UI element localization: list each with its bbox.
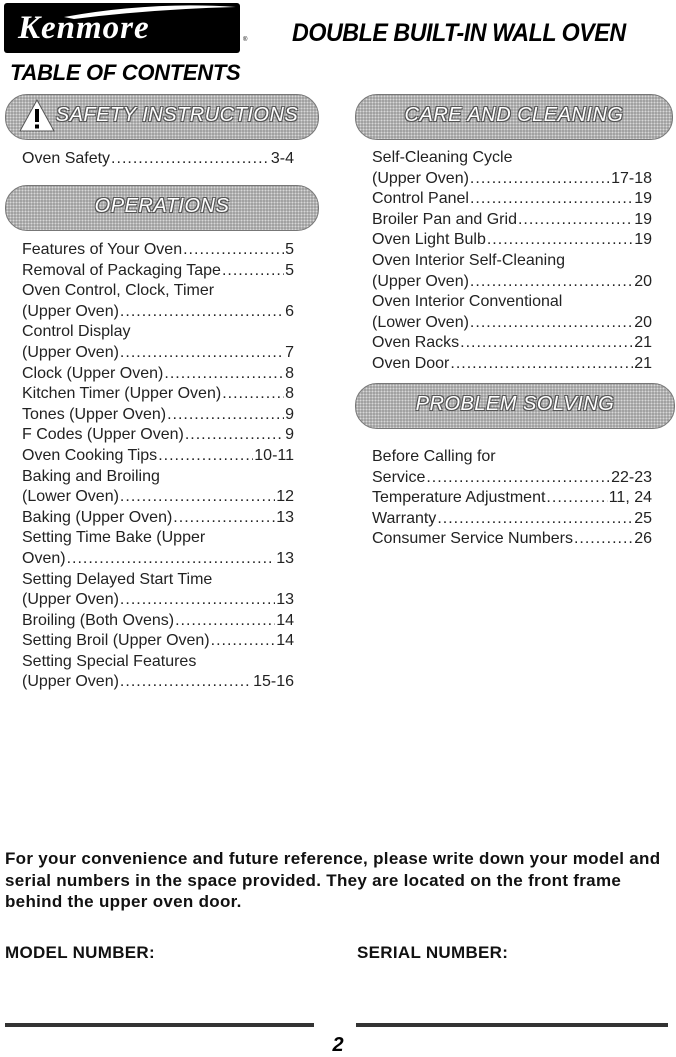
toc-entry-label: (Upper Oven): [22, 302, 119, 320]
toc-entry-label: Oven): [22, 549, 66, 567]
toc-leader-dots: [120, 343, 284, 364]
toc-heading: TABLE OF CONTENTS: [10, 60, 241, 85]
section-header-problem: [355, 383, 675, 429]
toc-leader-dots: [470, 189, 633, 210]
toc-entry: [372, 251, 652, 272]
toc-entry: [22, 384, 294, 405]
toc-entry-page: 20: [634, 313, 652, 331]
toc-entry-label: Oven Interior Conventional: [372, 293, 563, 311]
section-title-care: CARE AND CLEANING: [404, 104, 624, 126]
toc-entry-label: Oven Light Bulb: [372, 231, 486, 249]
toc-leader-dots: [167, 405, 284, 426]
trademark-mark: ®: [243, 37, 248, 43]
toc-entry-label: (Lower Oven): [372, 313, 469, 331]
toc-entry-label: Oven Control, Clock, Timer: [22, 282, 215, 300]
toc-entry: [372, 272, 652, 293]
toc-leader-dots: [183, 240, 284, 261]
toc-entry: [22, 446, 294, 467]
toc-entry-label: Setting Delayed Start Time: [22, 570, 213, 588]
toc-leader-dots: [173, 508, 275, 529]
toc-entry: [22, 570, 294, 591]
toc-leader-dots: [158, 446, 253, 467]
toc-leader-dots: [437, 509, 633, 530]
toc-entry-page: 19: [634, 231, 652, 249]
serial-number-write-line: [356, 1023, 668, 1027]
toc-entry-label: (Lower Oven): [22, 488, 119, 506]
toc-entry-label: (Upper Oven): [22, 673, 119, 691]
toc-entry-page: 9: [285, 405, 294, 423]
toc-entry-label: Control Display: [22, 323, 131, 341]
toc-entry-page: 12: [276, 488, 294, 506]
page-number: 2: [332, 1034, 344, 1056]
toc-entry-page: 5: [285, 241, 294, 258]
toc-entry: [22, 149, 294, 170]
toc-entry-label: Temperature Adjustment: [372, 489, 546, 507]
toc-leader-dots: [211, 631, 276, 652]
toc-entry: [22, 611, 294, 632]
toc-list-care: [372, 148, 652, 375]
toc-entry-page: 13: [276, 549, 294, 567]
toc-entry: [22, 652, 294, 673]
toc-entry: [372, 447, 652, 468]
toc-leader-dots: [222, 384, 284, 405]
toc-leader-dots: [67, 549, 276, 570]
toc-entry-label: Broiler Pan and Grid: [372, 210, 517, 228]
toc-entry-page: 21: [634, 334, 652, 352]
toc-leader-dots: [426, 468, 610, 489]
toc-entry-page: 26: [634, 530, 652, 548]
toc-entry-label: Broiling (Both Ovens): [22, 611, 175, 629]
toc-leader-dots: [518, 210, 633, 231]
toc-entry-page: 14: [276, 611, 294, 629]
toc-entry-page: 8: [285, 385, 294, 403]
serial-number-label: SERIAL NUMBER:: [357, 943, 509, 962]
toc-entry: [22, 343, 294, 364]
toc-entry-label: (Upper Oven): [372, 169, 469, 187]
toc-entry-label: Removal of Packaging Tape: [22, 261, 221, 279]
toc-entry-label: Kitchen Timer (Upper Oven): [22, 385, 222, 403]
toc-entry-label: Setting Special Features: [22, 652, 197, 670]
toc-leader-dots: [487, 230, 633, 251]
toc-entry: [22, 405, 294, 426]
toc-entry: [22, 528, 294, 549]
section-title-safety: SAFETY INSTRUCTIONS: [55, 104, 299, 126]
toc-leader-dots: [574, 529, 633, 550]
section-header-care: [355, 94, 673, 140]
toc-entry: [22, 487, 294, 508]
toc-entry-label: Self-Cleaning Cycle: [372, 149, 513, 166]
serial-notice: For your convenience and future reference, please write down your model and serial numbers in the space provided. They are located on the front frame behind the upper oven door.: [5, 849, 661, 911]
toc-entry: [22, 631, 294, 652]
toc-list-operations: [22, 240, 294, 693]
toc-entry: [372, 468, 652, 489]
toc-entry-page: 6: [285, 302, 294, 320]
toc-entry-label: (Upper Oven): [22, 591, 119, 609]
toc-entry: [372, 292, 652, 313]
toc-entry-page: 20: [634, 272, 652, 290]
toc-leader-dots: [120, 672, 252, 693]
toc-entry-page: 8: [285, 364, 294, 382]
toc-entry-label: Setting Time Bake (Upper: [22, 529, 206, 547]
toc-list-problem: [372, 447, 652, 550]
toc-entry: [372, 210, 652, 231]
toc-leader-dots: [120, 590, 275, 611]
toc-entry-page: 7: [285, 343, 294, 361]
toc-leader-dots: [460, 333, 633, 354]
toc-leader-dots: [222, 261, 284, 282]
kenmore-logo: [4, 3, 240, 53]
toc-entry: [372, 313, 652, 334]
toc-entry-page: 9: [285, 426, 294, 444]
toc-entry-label: Baking and Broiling: [22, 467, 160, 485]
toc-entry-page: 19: [634, 210, 652, 228]
toc-leader-dots: [164, 364, 284, 385]
toc-entry-page: 19: [634, 190, 652, 208]
toc-leader-dots: [185, 425, 284, 446]
section-header-safety: [5, 94, 319, 140]
toc-entry: [22, 322, 294, 343]
toc-entry: [22, 240, 294, 261]
logo-text: Kenmore: [18, 10, 150, 46]
toc-entry-label: Before Calling for: [372, 448, 496, 465]
toc-leader-dots: [470, 313, 633, 334]
toc-entry: [372, 488, 652, 509]
toc-entry: [372, 529, 652, 550]
toc-entry-page: 14: [276, 632, 294, 650]
toc-entry-page: 10-11: [254, 446, 294, 464]
toc-entry: [22, 590, 294, 611]
toc-list-safety: [22, 149, 294, 170]
section-header-operations: [5, 185, 319, 231]
toc-entry-page: 15-16: [253, 673, 294, 691]
toc-leader-dots: [470, 169, 610, 190]
toc-entry-label: Consumer Service Numbers: [372, 530, 573, 548]
toc-entry-label: (Upper Oven): [372, 272, 469, 290]
section-title-operations: OPERATIONS: [94, 195, 230, 217]
document-title: DOUBLE BUILT-IN WALL OVEN: [292, 19, 626, 47]
toc-entry-label: Features of Your Oven: [22, 241, 183, 258]
toc-entry-label: Control Panel: [372, 190, 469, 208]
toc-entry: [22, 302, 294, 323]
toc-entry: [22, 549, 294, 570]
toc-entry-page: 3-4: [270, 150, 294, 167]
toc-entry: [22, 364, 294, 385]
toc-entry: [22, 508, 294, 529]
toc-leader-dots: [120, 487, 275, 508]
model-number-write-line: [5, 1023, 314, 1027]
toc-entry: [372, 333, 652, 354]
toc-entry-page: 5: [285, 261, 294, 279]
toc-entry: [372, 148, 652, 169]
toc-leader-dots: [470, 272, 633, 293]
toc-entry: [22, 281, 294, 302]
toc-entry-label: Oven Door: [372, 354, 450, 372]
toc-leader-dots: [450, 354, 633, 375]
toc-leader-dots: [175, 611, 275, 632]
toc-entry-label: Oven Safety: [22, 150, 111, 167]
toc-entry: [372, 509, 652, 530]
toc-entry: [22, 467, 294, 488]
toc-leader-dots: [111, 149, 270, 170]
toc-entry-label: Baking (Upper Oven): [22, 508, 173, 526]
toc-entry: [372, 230, 652, 251]
section-title-problem: PROBLEM SOLVING: [415, 393, 615, 415]
toc-entry-page: 21: [634, 354, 652, 372]
toc-entry: [22, 261, 294, 282]
toc-entry-label: Oven Cooking Tips: [22, 446, 158, 464]
toc-entry-page: 11, 24: [608, 489, 652, 507]
toc-entry-label: Oven Interior Self-Cleaning: [372, 251, 565, 269]
toc-leader-dots: [120, 302, 284, 323]
toc-entry: [22, 425, 294, 446]
toc-entry-label: Clock (Upper Oven): [22, 364, 164, 382]
toc-entry-label: Service: [372, 468, 426, 486]
model-number-label: MODEL NUMBER:: [5, 943, 155, 962]
toc-entry-label: Setting Broil (Upper Oven): [22, 632, 210, 650]
toc-entry-label: F Codes (Upper Oven): [22, 426, 184, 444]
toc-entry-label: Oven Racks: [372, 334, 460, 352]
toc-entry-label: Tones (Upper Oven): [22, 405, 167, 423]
toc-entry-label: (Upper Oven): [22, 343, 119, 361]
toc-leader-dots: [546, 488, 607, 509]
toc-entry-page: 13: [276, 508, 294, 526]
toc-entry-label: Warranty: [372, 509, 437, 527]
toc-entry-page: 25: [634, 509, 652, 527]
toc-entry: [372, 189, 652, 210]
toc-entry-page: 22-23: [611, 468, 652, 486]
toc-entry-page: 13: [276, 591, 294, 609]
toc-entry: [372, 354, 652, 375]
toc-entry: [372, 169, 652, 190]
toc-entry: [22, 672, 294, 693]
toc-entry-page: 17-18: [611, 169, 652, 187]
